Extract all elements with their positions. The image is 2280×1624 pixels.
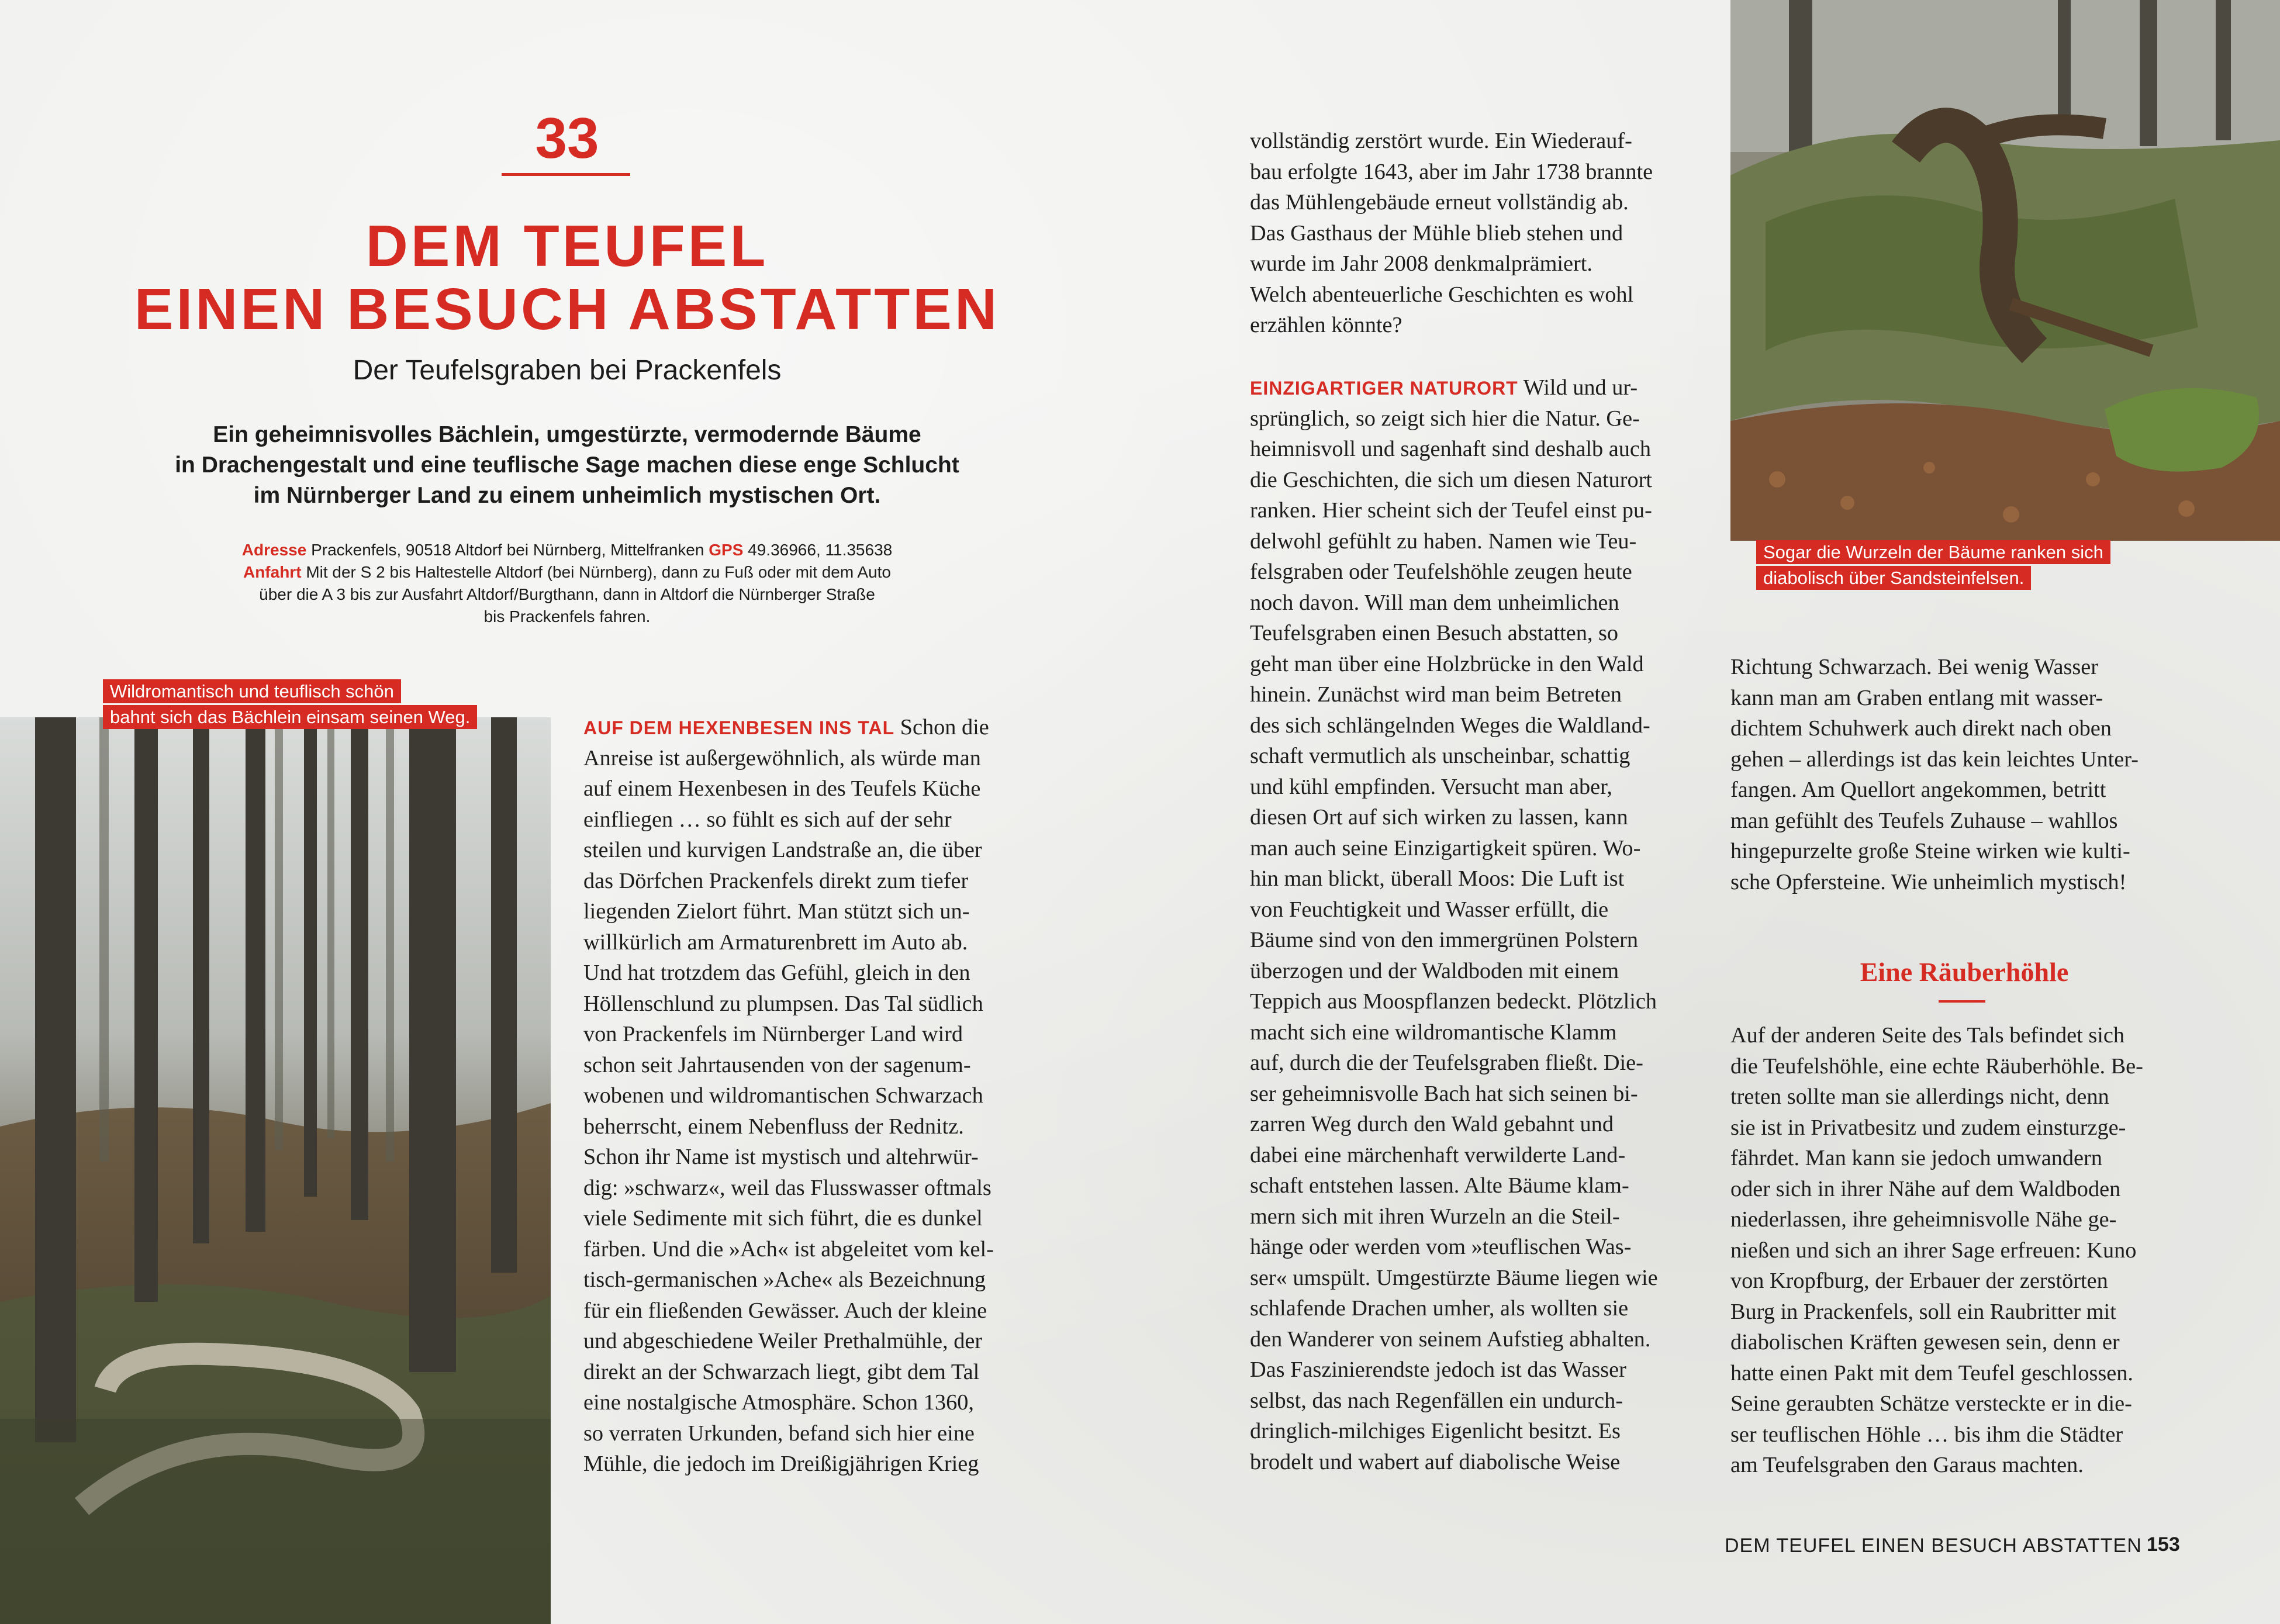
text-line: schon seit Jahrtausenden von der sagenum- (583, 1052, 971, 1077)
body-column-right (1730, 1020, 2143, 1481)
gps-value: 49.36966, 11.35638 (748, 541, 893, 559)
text-line: hatte einen Pakt mit dem Teufel geschlossen. (1730, 1360, 2133, 1385)
text-line: hänge oder werden vom »teuflischen Was- (1250, 1235, 1632, 1259)
text-line: Bäume sind von den immergrünen Polstern (1250, 928, 1639, 952)
text-line: selbst, das nach Regenfällen ein undurch- (1250, 1388, 1623, 1413)
text-line: dig: »schwarz«, weil das Flusswasser oftmals (583, 1175, 992, 1200)
intro-line: im Nürnberger Land zu einem unheimlich mystischen Ort. (253, 483, 881, 508)
paragraph-first-line: EINZIGARTIGER NATURORT Wild und ur- (1250, 375, 1638, 400)
intro-line: Ein geheimnisvolles Bächlein, umgestürzte, vermodernde Bäume (213, 422, 921, 447)
text-line: hinein. Zunächst wird man beim Betreten (1250, 682, 1622, 707)
photo-caption: bahnt sich das Bächlein einsam seinen Weg. (103, 705, 477, 729)
text-line: vollständig zerstört wurde. Ein Wiederauf- (1250, 129, 1632, 153)
text-line: ranken. Hier scheint sich der Teufel einst pu- (1250, 498, 1652, 523)
text-line: von Prackenfels im Nürnberger Land wird (583, 1022, 963, 1046)
info-directions-line: bis Prackenfels fahren. (483, 607, 651, 626)
text-line: fährdet. Man kann sie jedoch umwandern (1730, 1146, 2102, 1170)
text-line: erzählen könnte? (1250, 313, 1402, 337)
text-line: wobenen und wildromantischen Schwarzach (583, 1083, 983, 1108)
text-line: kann man am Graben entlang mit wasser- (1730, 685, 2103, 710)
text-line: auf einem Hexenbesen in des Teufels Küche (583, 776, 981, 801)
text-line: wurde im Jahr 2008 denkmalprämiert. (1250, 251, 1592, 276)
forest-stream-photo (0, 717, 551, 1624)
section-heading-rule (1939, 1000, 1985, 1003)
text-line: beherrscht, einem Nebenfluss der Rednitz. (583, 1114, 964, 1139)
text-line: dabei eine märchenhaft verwilderte Land- (1250, 1142, 1626, 1167)
text-line: Welch abenteuerliche Geschichten es wohl (1250, 282, 1634, 307)
forest-stream-illustration (0, 717, 551, 1624)
body-column-left (583, 712, 994, 1480)
address-value: Prackenfels, 90518 Altdorf bei Nürnberg, Mittelfranken (311, 541, 704, 559)
text-line: sche Opfersteine. Wie unheimlich mystisch! (1730, 869, 2127, 894)
text-line: brodelt und wabert auf diabolische Weise (1250, 1449, 1621, 1474)
text-line: ser teuflischen Höhle … bis ihm die Städter (1730, 1422, 2123, 1447)
text-line: Und hat trotzdem das Gefühl, gleich in den (583, 960, 970, 985)
text-line: diabolischen Kräften gewesen sein, denn er (1730, 1330, 2120, 1355)
section-heading: Eine Räuberhöhle (1860, 957, 2069, 987)
chapter-subtitle: Der Teufelsgraben bei Prackenfels (353, 355, 782, 386)
text-line: und kühl empfinden. Versucht man aber, (1250, 774, 1612, 799)
text-line: niederlassen, ihre geheimnisvolle Nähe ge- (1730, 1207, 2117, 1232)
text-line: Das Faszinierendste jedoch ist das Wasser (1250, 1357, 1626, 1382)
text-line: schaft vermutlich als unscheinbar, schattig (1250, 744, 1630, 768)
text-line: auf, durch die der Teufelsgraben fließt. Die- (1250, 1051, 1643, 1075)
text-line: des sich schlängelnden Weges die Waldland- (1250, 713, 1650, 738)
text-line: noch davon. Will man dem unheimlichen (1250, 590, 1619, 615)
text-line: zarren Weg durch den Wald gebahnt und (1250, 1112, 1614, 1136)
text-line: liegenden Zielort führt. Man stützt sich un- (583, 899, 970, 924)
chapter-title-line-1: DEM TEUFEL (365, 213, 769, 279)
text-line: Burg in Prackenfels, soll ein Raubritter mit (1730, 1299, 2116, 1324)
text-line: eine nostalgische Atmosphäre. Schon 1360, (583, 1390, 974, 1415)
text-line: einfliegen … so fühlt es sich auf der sehr (583, 807, 952, 832)
chapter-number-rule (502, 173, 630, 176)
text-line: Teufelsgraben einen Besuch abstatten, so (1250, 621, 1619, 645)
text-line: Seine geraubten Schätze versteckte er in die- (1730, 1391, 2132, 1416)
chapter-number: 33 (535, 106, 599, 170)
text-line: heimnisvoll und sagenhaft sind deshalb auch (1250, 437, 1652, 461)
directions-label: Anfahrt (243, 563, 302, 581)
text-line: tisch-germanischen »Ache« als Bezeichnung (583, 1267, 986, 1292)
text-line: hingepurzelte große Steine wirken wie kulti- (1730, 839, 2130, 863)
text-line: am Teufelsgraben den Garaus machten. (1730, 1453, 2084, 1477)
text-line: Auf der anderen Seite des Tals befindet sich (1730, 1023, 2125, 1048)
text-line: oder sich in ihrer Nähe auf dem Waldboden (1730, 1176, 2121, 1201)
text-line: sie ist in Privatbesitz und zudem einsturzge- (1730, 1115, 2126, 1140)
text-line: Richtung Schwarzach. Bei wenig Wasser (1730, 655, 2098, 679)
text-line: felsgraben oder Teufelshöhle zeugen heute (1250, 559, 1632, 584)
text-line: gehen – allerdings ist das kein leichtes Unter- (1730, 747, 2139, 772)
text-line: Schon ihr Name ist mystisch und altehrwür- (583, 1145, 979, 1169)
text-line: steilen und kurvigen Landstraße an, die über (583, 838, 982, 862)
photo-caption: Sogar die Wurzeln der Bäume ranken sich (1756, 540, 2110, 564)
text-line: ser« umspült. Umgestürzte Bäume liegen wie (1250, 1265, 1658, 1290)
text-line: schlafende Drachen umher, als wollten sie (1250, 1296, 1629, 1321)
page-number: 153 (2147, 1533, 2180, 1556)
info-directions-line (117, 561, 1017, 583)
text-line: direkt an der Schwarzach liegt, gibt dem Tal (583, 1359, 980, 1384)
chapter-title-line-2: EINEN BESUCH ABSTATTEN (134, 277, 1000, 342)
text-line: sprünglich, so zeigt sich hier die Natur. Ge- (1250, 406, 1640, 431)
text-line: Teppich aus Moospflanzen bedeckt. Plötzlich (1250, 989, 1657, 1014)
body-column-middle-top (1250, 126, 1653, 341)
text-line: fangen. Am Quellort angekommen, betritt (1730, 778, 2106, 802)
directions-text: Mit der S 2 bis Haltestelle Altdorf (bei Nürnberg), dann zu Fuß oder mit dem Auto (306, 563, 891, 581)
text-line: ser geheimnisvolle Bach hat sich seinen bi- (1250, 1081, 1638, 1106)
info-directions-line: über die A 3 bis zur Ausfahrt Altdorf/Burgthann, dann in Altdorf die Nürnberger Straße (259, 585, 875, 603)
text-line: schaft entstehen lassen. Alte Bäume klam- (1250, 1173, 1629, 1198)
text-line: nießen und sich an ihrer Sage erfreuen: Kuno (1730, 1238, 2137, 1263)
address-label: Adresse (241, 541, 307, 559)
text-line: das Mühlengebäude erneut vollständig ab. (1250, 190, 1629, 215)
text-line: das Dörfchen Prackenfels direkt zum tiefer (583, 868, 969, 893)
body-column-middle (1250, 372, 1658, 1477)
mossy-rock-illustration (1730, 0, 2280, 541)
intro-line: in Drachengestalt und eine teuflische Sage machen diese enge Schlucht (175, 452, 959, 478)
text-line: Höllenschlund zu plumpsen. Das Tal südlich (583, 991, 983, 1016)
text-line: den Wanderer von seinem Aufstieg abhalten. (1250, 1326, 1651, 1352)
text-line: färben. Und die »Ach« ist abgeleitet vom kel- (583, 1236, 994, 1262)
text-line: so verraten Urkunden, befand sich hier eine (583, 1421, 975, 1446)
text-line: überzogen und der Waldboden mit einem (1250, 958, 1619, 983)
text-line: von Feuchtigkeit und Wasser erfüllt, die (1250, 897, 1609, 922)
info-address-line (117, 539, 1017, 561)
paragraph-lead: AUF DEM HEXENBESEN INS TAL (583, 717, 895, 738)
body-column-right-top (1730, 652, 2139, 897)
text-line: und abgeschiedene Weiler Prethalmühle, der (583, 1329, 983, 1353)
text-line: dichtem Schuhwerk auch direkt nach oben (1730, 716, 2112, 741)
text-line: macht sich eine wildromantische Klamm (1250, 1020, 1617, 1045)
text-line: für ein fließenden Gewässer. Auch der kleine (583, 1298, 987, 1323)
paragraph-first-line: AUF DEM HEXENBESEN INS TAL Schon die (583, 715, 989, 740)
text-line: die Teufelshöhle, eine echte Räuberhöhle. Be- (1730, 1053, 2143, 1079)
sandstone-roots-photo (1730, 0, 2280, 541)
text-line: Das Gasthaus der Mühle blieb stehen und (1250, 220, 1623, 246)
paragraph-lead: EINZIGARTIGER NATURORT (1250, 378, 1518, 399)
photo-caption: diabolisch über Sandsteinfelsen. (1756, 566, 2031, 590)
text-line: treten sollte man sie allerdings nicht, denn (1730, 1084, 2109, 1109)
text-line: dringlich-milchiges Eigenlicht besitzt. Es (1250, 1419, 1621, 1443)
photo-caption: Wildromantisch und teuflisch schön (103, 679, 401, 703)
text-line: die Geschichten, die sich um diesen Naturort (1250, 467, 1653, 492)
text-line: bau erfolgte 1643, aber im Jahr 1738 brannte (1250, 159, 1653, 184)
text-line: von Kropfburg, der Erbauer der zerstörten (1730, 1269, 2108, 1293)
text-line: geht man über eine Holzbrücke in den Wald (1250, 651, 1644, 676)
gps-label: GPS (709, 541, 744, 559)
text-line: mern sich mit ihren Wurzeln an die Steil- (1250, 1204, 1620, 1229)
text-line: man gefühlt des Teufels Zuhause – wahllos (1730, 808, 2118, 833)
text-line: willkürlich am Armaturenbrett im Auto ab. (583, 930, 968, 955)
running-footer-title: DEM TEUFEL EINEN BESUCH ABSTATTEN (1725, 1535, 2142, 1557)
text-line: man auch seine Einzigartigkeit spüren. Wo- (1250, 835, 1641, 861)
text-line: diesen Ort auf sich wirken zu lassen, kann (1250, 805, 1628, 830)
text-line: delwohl gefühlt zu haben. Namen wie Teu- (1250, 528, 1637, 554)
text-line: Mühle, die jedoch im Dreißigjährigen Krieg (583, 1452, 979, 1476)
text-line: viele Sedimente mit sich führt, die es dunkel (583, 1206, 983, 1231)
text-line: Anreise ist außergewöhnlich, als würde man (583, 745, 981, 770)
text-line: hin man blickt, überall Moos: Die Luft ist (1250, 866, 1625, 891)
